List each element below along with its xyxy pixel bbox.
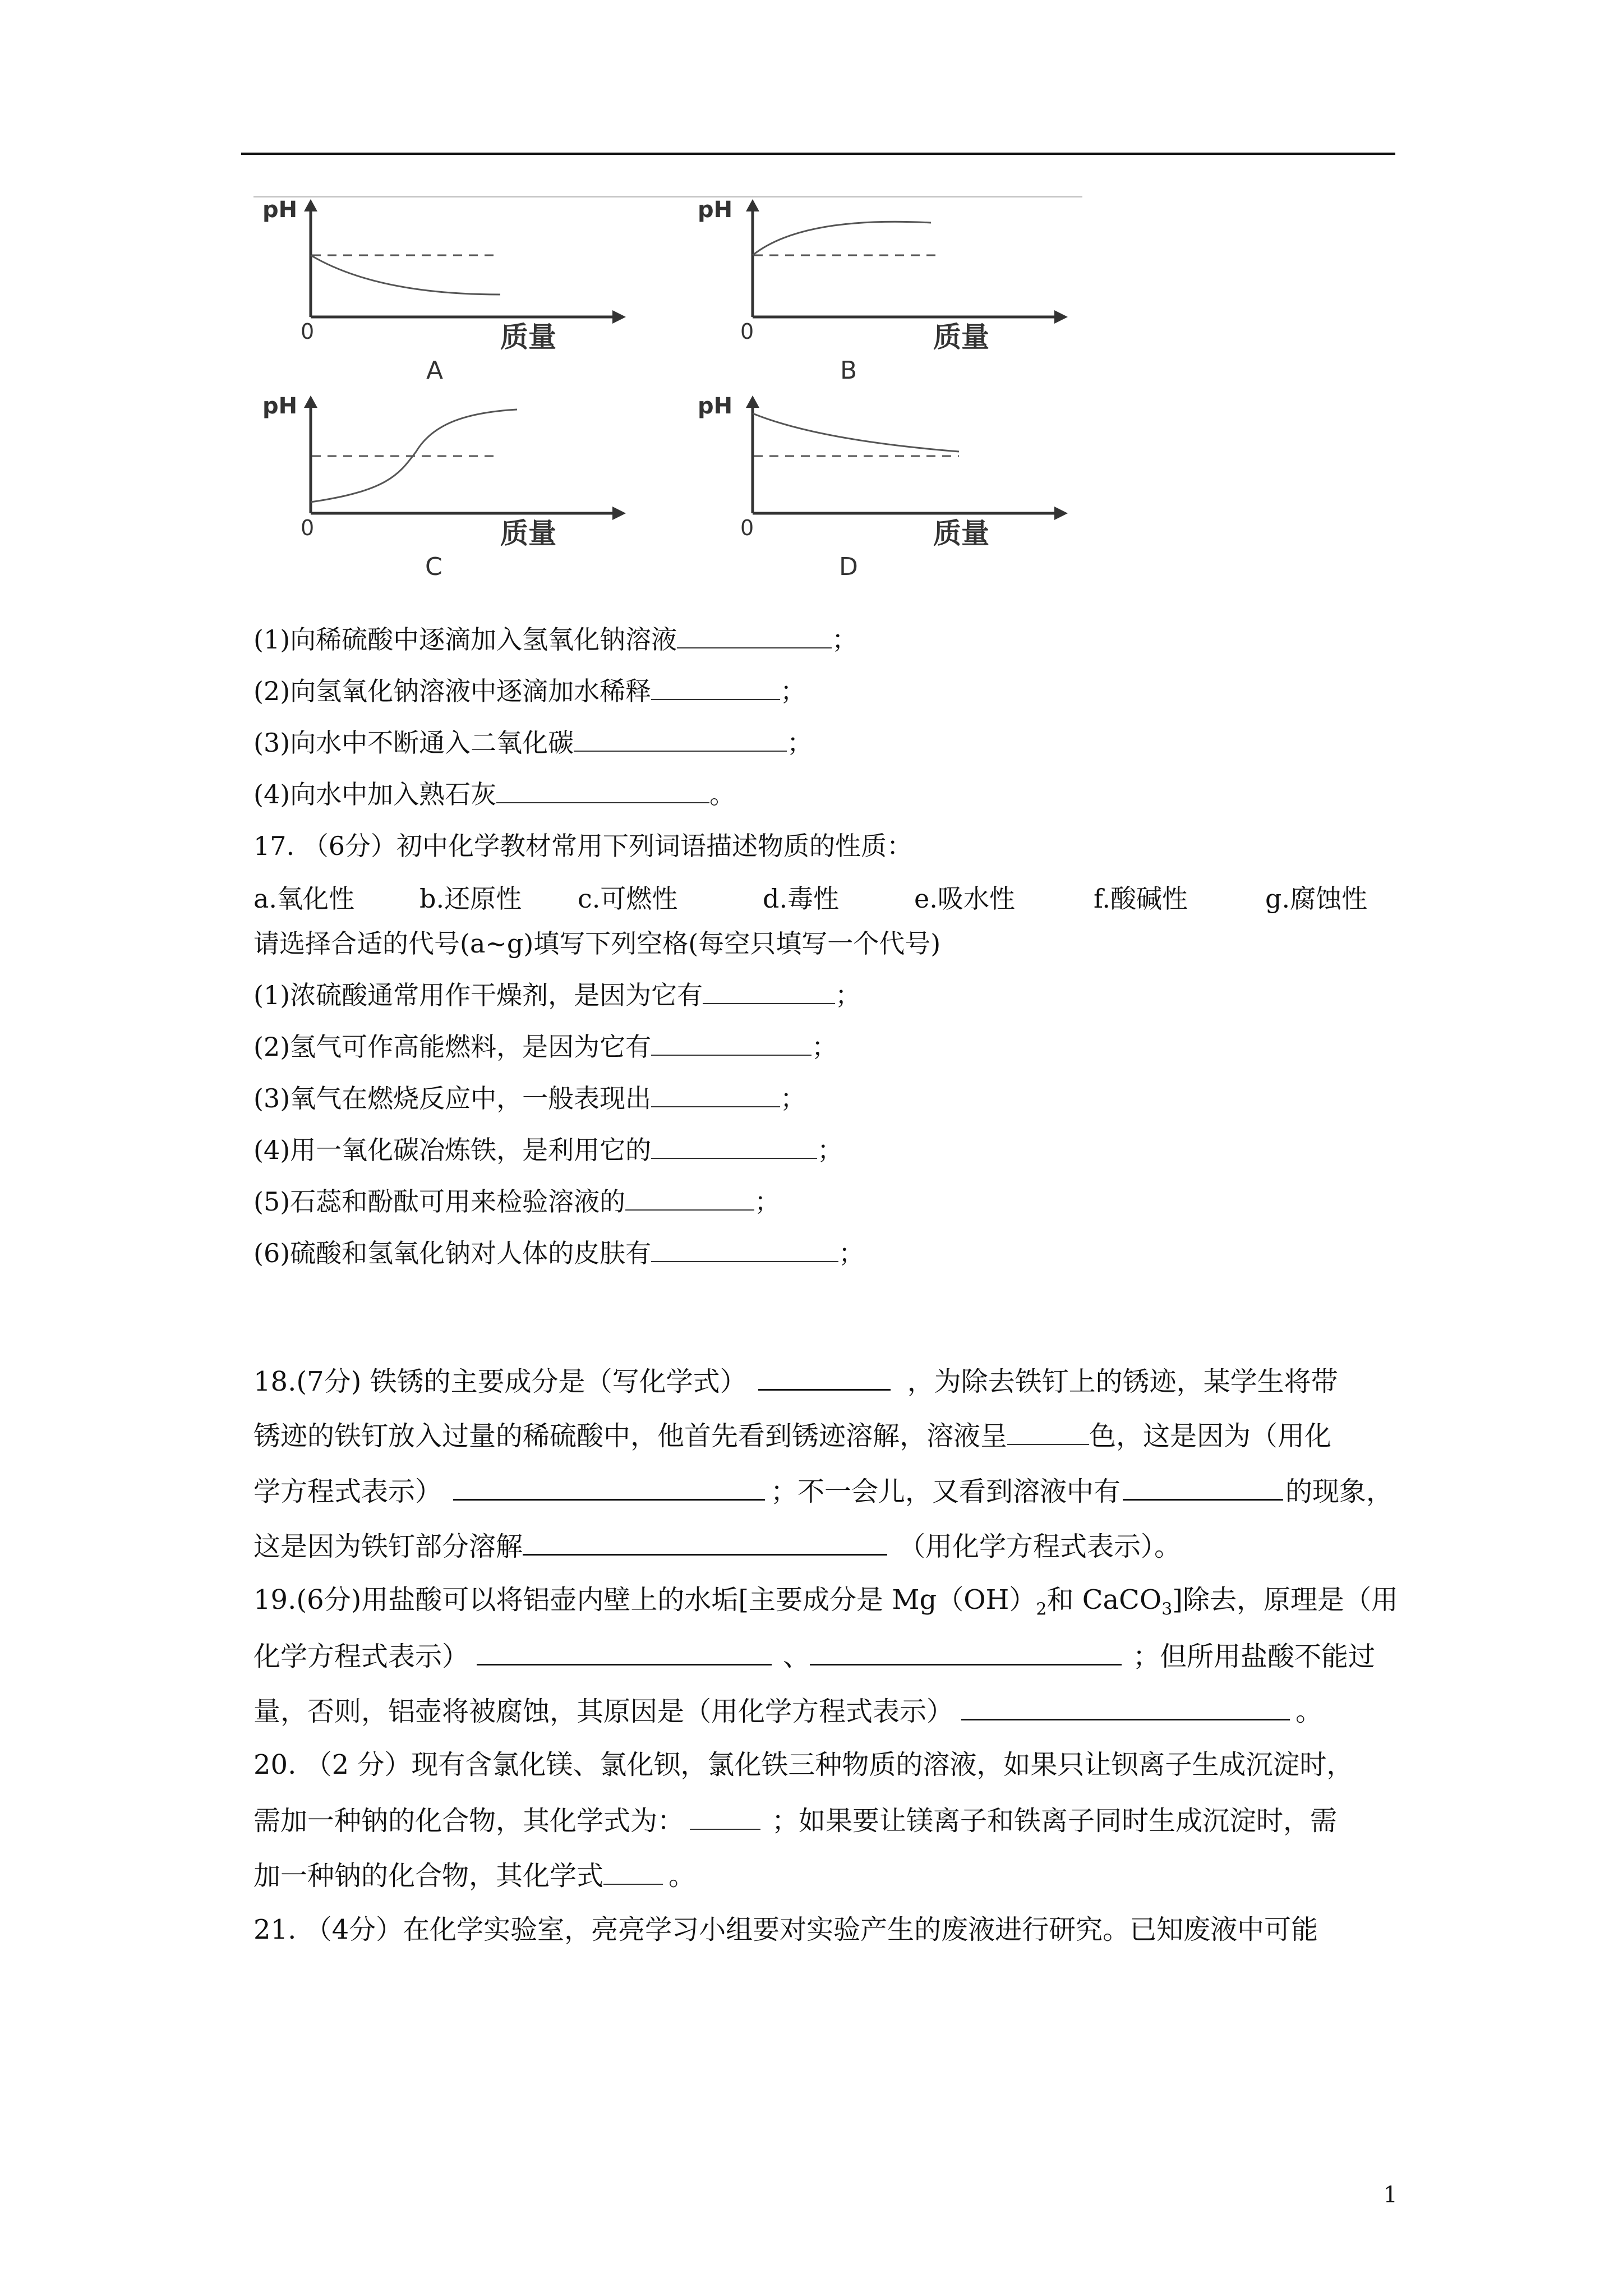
q18-line-1: 18.(7分) 铁锈的主要成分是（写化学式） ，为除去铁钉上的锈迹，某学生将带	[253, 1363, 1338, 1398]
q17-choice-c: c.可燃性	[578, 884, 678, 914]
graph-a-ylabel: pH	[262, 197, 298, 223]
q17-choice-e: e.吸水性	[914, 884, 1015, 914]
q17-item-4: (4)用一氧化碳冶炼铁，是利用它的 ；	[253, 1132, 843, 1167]
q19-line-3: 量，否则，铝壶将被腐蚀，其原因是（用化学方程式表示） 。	[253, 1693, 1322, 1728]
graph-c-ylabel: pH	[262, 393, 298, 419]
figure-top-rule	[253, 196, 1082, 197]
q16-item-3: (3)向水中不断通入二氧化碳 ；	[253, 725, 813, 760]
q17-choice-a: a.氧化性	[253, 884, 355, 914]
q17-item-2: (2)氢气可作高能燃料，是因为它有 ；	[253, 1029, 837, 1064]
header-rule	[241, 153, 1395, 155]
q19-line-2: 化学方程式表示） 、 ；但所用盐酸不能过	[253, 1638, 1375, 1673]
ph-graph-a	[253, 199, 657, 412]
q17-blank-3[interactable]	[651, 1080, 780, 1107]
q17-choice-g: g.腐蚀性	[1265, 884, 1368, 914]
graph-a-caption: A	[426, 356, 444, 385]
q17-item-3: (3)氧气在燃烧反应中，一般表现出 ；	[253, 1080, 806, 1115]
graph-c-caption: C	[425, 553, 442, 581]
q16-item-2: (2)向氢氧化钠溶液中逐滴加水稀释 ；	[253, 673, 806, 708]
graph-d-caption: D	[839, 553, 858, 581]
q21-line-1: 21. （4分）在化学实验室，亮亮学习小组要对实验产生的废液进行研究。已知废液中可能	[253, 1914, 1318, 1945]
q17-choice-d: d.毒性	[763, 884, 840, 914]
q16-blank-2[interactable]	[651, 673, 780, 700]
q17-blank-2[interactable]	[651, 1029, 811, 1056]
q18-line-2: 锈迹的铁钉放入过量的稀硫酸中，他首先看到锈迹溶解，溶液呈 色，这是因为（用化	[253, 1418, 1331, 1453]
q18-blank-formula[interactable]	[758, 1363, 891, 1391]
graph-b-origin: 0	[740, 319, 754, 344]
ph-graph-b	[695, 199, 1099, 412]
graph-c-origin: 0	[301, 516, 315, 540]
graph-a-xlabel: 质量	[500, 321, 556, 353]
graph-b-caption: B	[840, 356, 857, 385]
q17-blank-4[interactable]	[651, 1132, 817, 1159]
q17-item-5: (5)石蕊和酚酞可用来检验溶液的 ；	[253, 1184, 780, 1218]
q20-blank-1[interactable]	[690, 1803, 760, 1830]
q20-blank-2[interactable]	[603, 1858, 663, 1885]
graph-d-origin: 0	[740, 516, 754, 540]
q16-item-1: (1)向稀硫酸中逐滴加入氢氧化钠溶液 ；	[253, 622, 857, 656]
graph-d-ylabel: pH	[698, 393, 733, 419]
q17-item-6: (6)硫酸和氢氧化钠对人体的皮肤有 ；	[253, 1235, 864, 1270]
q18-blank-equation-1[interactable]	[453, 1473, 765, 1501]
q17-blank-6[interactable]	[651, 1235, 838, 1262]
q17-choice-f: f.酸碱性	[1094, 884, 1188, 914]
graph-c-xlabel: 质量	[500, 517, 556, 550]
q16-blank-3[interactable]	[574, 725, 787, 752]
q17-title: 17. （6分）初中化学教材常用下列词语描述物质的性质：	[253, 831, 913, 861]
q19-blank-equation-3[interactable]	[961, 1693, 1290, 1720]
q17-blank-1[interactable]	[703, 977, 835, 1004]
graph-d-xlabel: 质量	[933, 517, 989, 550]
ph-graph-c	[253, 395, 657, 609]
q18-blank-color[interactable]	[1007, 1418, 1089, 1445]
q18-line-3: 学方程式表示） ；不一会儿，又看到溶液中有 的现象，	[253, 1473, 1393, 1508]
q17-blank-5[interactable]	[625, 1184, 754, 1211]
q16-item-4: (4)向水中加入熟石灰 。	[253, 776, 735, 811]
q18-line-4: 这是因为铁钉部分溶解 （用化学方程式表示）。	[253, 1528, 1181, 1563]
q19-blank-equation-1[interactable]	[477, 1638, 772, 1665]
q17-choice-b: b.还原性	[419, 884, 522, 914]
q19-line-1: 19.(6分)用盐酸可以将铝壶内壁上的水垢[主要成分是 $Mg(OH)_2$和 CaCO$_3$]除去，原理是（用	[253, 1584, 1399, 1619]
q20-line-3: 加一种钠的化合物，其化学式 。	[253, 1858, 695, 1893]
q20-line-1: 20. （2 分）现有含氯化镁、氯化钡，氯化铁三种物质的溶液，如果只让钡离子生成沉淀时，	[253, 1749, 1354, 1780]
q20-line-2: 需加一种钠的化合物，其化学式为： ；如果要让镁离子和铁离子同时生成沉淀时，需	[253, 1803, 1337, 1838]
q16-blank-4[interactable]	[496, 776, 709, 803]
graph-b-xlabel: 质量	[933, 321, 989, 353]
q17-item-1: (1)浓硫酸通常用作干燥剂，是因为它有 ；	[253, 977, 861, 1012]
page-number: 1	[1383, 2182, 1398, 2208]
q17-instruction: 请选择合适的代号(a~g)填写下列空格(每空只填写一个代号)	[253, 928, 941, 959]
graph-a-origin: 0	[301, 319, 315, 344]
ph-graph-d	[695, 395, 1099, 609]
q16-blank-1[interactable]	[677, 622, 832, 648]
q19-blank-equation-2[interactable]	[810, 1638, 1122, 1665]
q18-blank-phenomenon[interactable]	[1123, 1473, 1283, 1501]
graph-b-ylabel: pH	[698, 197, 733, 223]
q18-blank-equation-2[interactable]	[523, 1528, 887, 1556]
